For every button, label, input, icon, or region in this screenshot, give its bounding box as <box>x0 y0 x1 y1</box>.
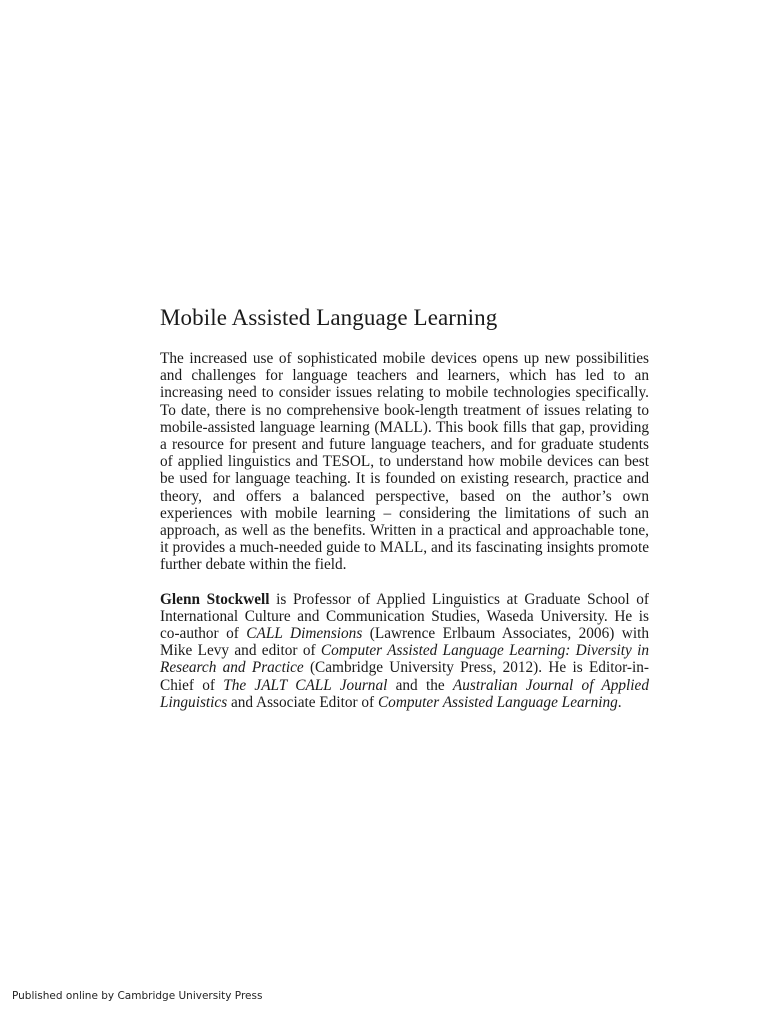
author-name: Glenn Stockwell <box>160 590 270 608</box>
author-bio-text: (Cambridge University Press, 2012). He is Editor-in-Chief of <box>160 659 649 694</box>
author-bio-text: is Professor of Applied Linguistics at Graduate School of International Culture and Communication Studies, Waseda University. He is co-author of <box>160 590 649 643</box>
work-title: Australian Journal of Applied Linguistics <box>160 676 649 711</box>
work-title: The JALT CALL Journal <box>223 676 388 694</box>
book-title: Mobile Assisted Language Learning <box>160 305 498 330</box>
work-title: Computer Assisted Language Learning: Diversity in Research and Practice <box>160 642 649 677</box>
work-title: CALL Dimensions <box>246 625 363 643</box>
publisher-footer: Published online by Cambridge University Press <box>12 990 263 1002</box>
author-bio-text: (Lawrence Erlbaum Associates, 2006) with Mike Levy and editor of <box>160 625 649 660</box>
author-bio-text: and Associate Editor of <box>227 693 378 711</box>
author-bio-text: and the <box>387 676 453 694</box>
book-description: The increased use of sophisticated mobile devices opens up new possibilities and challenges for language teachers and learners, which has led to an increasing need to consider issues relating to mobile technologies specifically. To date, there is no comprehensive book-length treatment of issues relating to mobile-assisted language learning (MALL). This book fills that gap, providing a resource for present and future language teachers, and for graduate students of applied linguistics and TESOL, to understand how mobile devices can best be used for language teaching. It is founded on existing research, practice and theory, and offers a balanced perspective, based on the author’s own experiences with mobile learning – considering the limitations of such an approach, as well as the benefits. Written in a practical and approachable tone, it provides a much-needed guide to MALL, and its fascinating insights promote further debate within the field. <box>160 350 649 574</box>
author-bio-text: . <box>617 693 622 711</box>
page-content <box>160 303 649 711</box>
work-title: Computer Assisted Language Learning <box>377 693 618 711</box>
author-bio <box>160 591 649 711</box>
